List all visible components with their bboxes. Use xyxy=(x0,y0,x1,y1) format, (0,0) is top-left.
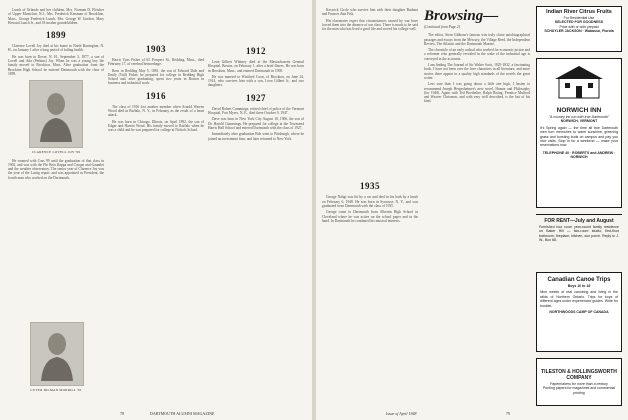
ad-title: TILESTON & HOLLINGSWORTH COMPANY xyxy=(541,368,617,382)
paragraph: Less sure than I was going about a little one high, I hasten to recommend Joseph Hergesheimer's new novel, Humor and Philosophy (for 1948). Again with Ted Boetheker, Ralph Rising, Prentice Mulford and Weaver Chrismon, and with very well described, is the last of his kind. xyxy=(424,82,530,104)
paragraph: George Nahgi was hit by a car and died in his bath by a harsh on February 6, 1948. He was born in Syracuse, N. Y., and was graduated from Dartmouth with the class of 1935. xyxy=(322,195,418,209)
right-column-1 xyxy=(322,8,418,225)
class-year-heading: 1899 xyxy=(46,30,66,41)
ad-body: It's Spring again — the time all true Dartmouth men turn memories to warm sunshine, greening grass and bursting buds on campus and pay you nice visits. Stop in for a weekend — make your reservations now. xyxy=(540,125,618,148)
ad-footer: TELEPHONE 40 · ROBERTS and ANDREW · NORWICH xyxy=(542,150,616,160)
portrait-icon xyxy=(36,86,76,142)
paragraph: I am finding The Journal of Sir Walter Scott, 1825-1832, a fascinating book. I have not been over the hive characters in all literature, and more stories there appear in a quality high standards of the novels the great writer. xyxy=(424,63,530,80)
paragraph: Leon Gilbert Whitney died at the Massachusetts General Hospital, Boston, on February 1, after a brief illness. He was born in Brockton, Mass., and entered Dartmouth in 1908. xyxy=(208,60,304,73)
class-year-heading: 1916 xyxy=(146,90,166,101)
page-number: 79 xyxy=(506,411,510,416)
citrus-ad xyxy=(536,6,622,52)
for-rent-ad xyxy=(536,214,622,266)
inn-illustration-icon xyxy=(549,62,609,102)
ad-body: Furnished four room year-round family residence on Baker Hill — two-room studio, first-floor bathroom, fireplace, kitchen, sun porch. Reply to J. W., Box 68. xyxy=(539,225,619,243)
portrait-photo xyxy=(30,322,84,386)
class-year-heading: 1935 xyxy=(360,181,380,192)
paragraph: David Robert Cummings, retired chief of police of the Vermont Hospital, Fort Myers, N. E., died there October 9, 1947. xyxy=(208,106,304,116)
paragraph: Clarence Lovell Joy died at his home in North Barrington, N. H., on January 1 after a long period of failing health. xyxy=(8,44,104,53)
right-column-2 xyxy=(424,8,530,106)
ad-subtitle: "A country inn run with true Dartmouth" xyxy=(548,115,610,119)
ad-title: Indian River Citrus Fruits xyxy=(546,9,612,15)
ad-footer: NORTHWOODS CAMP OF CANADA xyxy=(549,310,609,315)
running-footer: Issue of April 1948 xyxy=(386,411,417,416)
left-page xyxy=(0,0,312,420)
paragraph: Dave was born in New York City August 18, 1906, the son of Dr. Harold Cummings. He prepared for college at the Townsend Harris Hall School and entered Dartmouth with the class of 1927. xyxy=(208,117,304,130)
paragraph: Lunch of Orlando and her children, Mrs. Norman D. Fletcher of Upper Montclair, N.J., Mrs. Frederick Kinsman of Brookline, Mass., George Frederick Lunch, Mrs. George W. Gordon, Mary Howard Lunch Jr., and 18 mother grandchildren. xyxy=(8,8,104,25)
right-page xyxy=(316,0,628,420)
running-footer: DARTMOUTH ALUMNI MAGAZINE xyxy=(150,411,215,416)
paragraph: His classmates regret that circumstances caused by war have forced them into the absence of our class. There is much to be said for the man who has lived a good life and served his college well. xyxy=(322,18,418,32)
paragraph: He was born in Chicago, Illinois, on April 1892, the son of Edgar and Harriet Wood. His family moved to Buffalo when he was a child and he was prepared for college at Nichols School. xyxy=(108,119,204,133)
ad-subtitle: Boys 10 to 18 xyxy=(567,284,591,288)
ad-title: FOR RENT—July and August xyxy=(544,218,614,224)
photo-caption: CLARENCE LOVELL JOY '99 xyxy=(31,150,81,155)
page-number: 78 xyxy=(120,411,124,416)
ad-title: NORWICH INN xyxy=(556,107,602,114)
paragraph: Born in Redding May 5, 1881, the son of Edward Dale and Emily (Vail) Fisher, he prepared for college in Redding High School and, after graduating, spent two years in Boston in business and industrial work. xyxy=(108,68,204,86)
photo-caption: CUTER DILMAN MORRILL '02 xyxy=(30,388,82,392)
paragraph: Immediately after graduation Bob went to Pittsburgh, where he joined an investment firm, and later returned to New York. xyxy=(208,132,304,141)
paragraph: He was married to Winifred Coon, of Brockton, on June 24, 1914, who survives him with a son, Leon Gilbert Jr., and two daughters. xyxy=(208,74,304,88)
ad-line: SCHUYLER JACKSON · Wabasso, Florida xyxy=(544,29,614,34)
ad-side-text: Papermakers for more than a century xyxy=(550,381,608,386)
class-year-heading: 1903 xyxy=(146,44,166,54)
ad-location: NORWICH, VERMONT xyxy=(560,119,598,124)
paragraph: He roomed with Cass 99 until the graduation of that class in 1902, and was with the Phi Beta Kappa and Casque and Gauntlet and the weather observatory. The senior year of Clarence Joy was the year of the Lustig report, and was appointed as President, the fourth man who worked on the Dartmouth. xyxy=(8,158,104,180)
ad-body: Printing papers for magazines and commercial printing xyxy=(542,386,616,395)
ad-body: Nine weeks of real canoeing and living in the wilds of Northern Ontario. Trips for boys of different ages under experienced guides. Write for booklet. xyxy=(540,290,618,308)
paragraph: Harris Vyas Fisher of 65 Prospect St., Redding, Mass., died February 17, of cerebral hemorrhage. xyxy=(108,58,204,67)
paragraph: The class of 1916 lost another member when Arnold Warren Wood died in Buffalo, N. Y., in February as the result of a heart attack. xyxy=(108,104,204,118)
paragraph: The editor, Stern Gibbons's famous wits truly chose autobiographical passages and essays from the Mercury, the Village Reed, the Independent Review, The Atlantic and the Dartmouth Mazine. xyxy=(424,33,530,46)
canoe-trips-ad xyxy=(536,272,622,352)
paragraph: He was born in Dover, N. H., September 3, 1877, a son of Lovell and Ada (Perkins) Joy. When he was a young boy the family moved to Brockton, Mass. After graduation from the Brockton High School he entered Dartmouth with the class of 1899. xyxy=(8,54,104,76)
ad-line: SELECTED FOR GOODNESS xyxy=(554,20,604,25)
paragraph: Keswick Circle who survive him with their daughter Barbara and Frances Ann Fisk. xyxy=(322,8,418,17)
ad-line: Price with or with prepaid xyxy=(559,24,599,29)
ad-line: For Residential Use xyxy=(563,16,595,20)
ad-title: Canadian Canoe Trips xyxy=(547,277,611,283)
portrait-icon xyxy=(37,327,77,381)
norwich-inn-ad xyxy=(536,58,622,208)
class-year-heading: 1912 xyxy=(246,46,266,56)
portrait-photo xyxy=(29,80,83,148)
left-column-1 xyxy=(8,8,104,182)
paragraph: George came to Dartmouth from Albertin High School in Cleveland where he was active on the school paper and in the band. In Dartmouth he continued his musical interests. xyxy=(322,210,418,223)
paragraph: The chronicle of an early radical who worked for economic justice and a reformer who generally revealed in the wake of the industrial age is conveyed in the accounts. xyxy=(424,48,530,61)
left-column-3 xyxy=(208,8,304,143)
section-title: Browsing— xyxy=(424,8,499,24)
continued-note: (Continued from Page 2) xyxy=(424,25,460,29)
class-year-heading: 1927 xyxy=(246,92,266,103)
left-column-2 xyxy=(108,8,204,135)
tileston-ad xyxy=(536,358,622,406)
